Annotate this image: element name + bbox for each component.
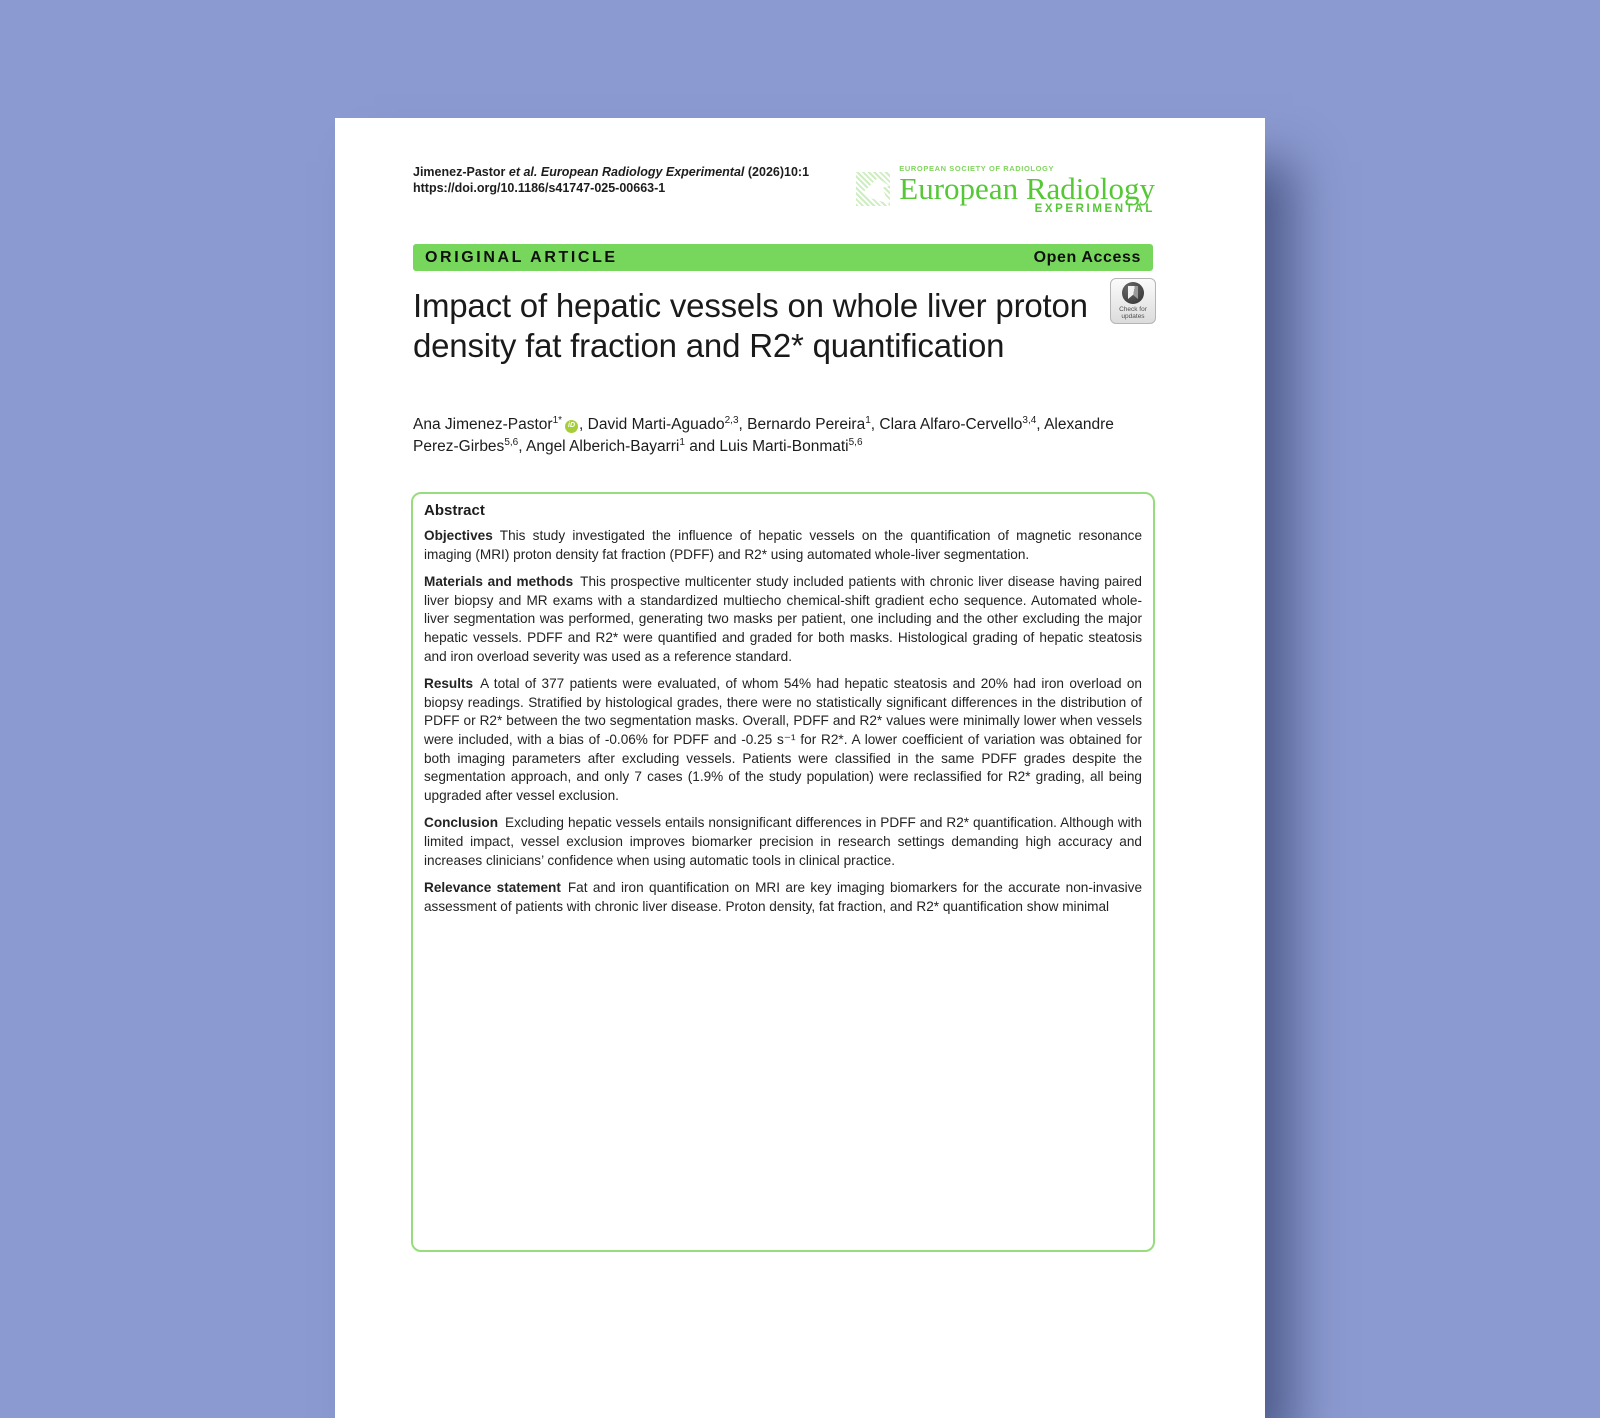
citation-etal: et al. bbox=[508, 165, 538, 179]
section-label: Relevance statement bbox=[424, 880, 561, 896]
section-label: Conclusion bbox=[424, 815, 499, 831]
author-affiliation: 1 bbox=[865, 414, 871, 426]
article-type-label: ORIGINAL ARTICLE bbox=[425, 248, 618, 266]
check-updates-badge[interactable] bbox=[1110, 278, 1156, 324]
author-affiliation: 1 bbox=[679, 436, 685, 448]
section-text: A total of 377 patients were evaluated, of whom 54% had hepatic steatosis and 20% had iron overload on biopsy readings. Stratified by histological grades, there were no statistically significant differences in the distribution of PDFF or R2* between the two segmentation masks. Overall, PDFF and R2* values were minimally lower when vessels were included, with a bias of -0.06% for PDFF and -0.25 s⁻¹ for R2*. A lower coefficient of variation was obtained for both imaging parameters after excluding vessels. Patients were classified in the same PDFF grades despite the segmentation approach, and only 7 cases (1.9% of the study population) were reclassified for R2* grading, all being upgraded after vessel exclusion. bbox=[424, 676, 1142, 803]
author-name: Bernardo Pereira bbox=[747, 416, 866, 433]
journal-edition: EXPERIMENTAL bbox=[1034, 203, 1155, 215]
author-name: Angel Alberich-Bayarri bbox=[525, 438, 680, 455]
author-separator: , bbox=[870, 416, 880, 433]
abstract-conclusion bbox=[424, 814, 1142, 870]
section-label: Objectives bbox=[424, 528, 493, 543]
section-text: This study investigated the influence of hepatic vessels on the quantification of magnetic resonance imaging (MRI) proton density fat fraction (PDFF) and R2* using automated whole-liver segmentation. bbox=[424, 528, 1142, 562]
author-name: Clara Alfaro-Cervello bbox=[879, 416, 1023, 433]
author-list bbox=[413, 414, 1158, 458]
journal-logo-text bbox=[899, 164, 1155, 215]
section-label: Results bbox=[424, 676, 474, 692]
abstract-objectives bbox=[424, 527, 1142, 564]
article-type-banner bbox=[413, 244, 1153, 271]
author-affiliation: 1* bbox=[552, 414, 563, 426]
author-name: David Marti-Aguado bbox=[587, 416, 725, 433]
author-name: Ana Jimenez-Pastor bbox=[413, 416, 553, 433]
citation-issue: (2026)10:1 bbox=[747, 165, 810, 179]
author-name: Alexandre Perez-Girbes bbox=[413, 416, 1114, 455]
author-affiliation: 2,3 bbox=[724, 414, 739, 426]
orcid-icon[interactable]: iD bbox=[565, 420, 578, 433]
citation-journal: European Radiology Experimental bbox=[540, 165, 745, 179]
citation-line bbox=[413, 164, 809, 180]
section-text: Fat and iron quantification on MRI are key imaging biomarkers for the accurate non-invasive assessment of patients with chronic liver disease. Proton density, fat fraction, and R2* quantification show minimal bbox=[424, 880, 1143, 914]
abstract-results bbox=[424, 675, 1142, 805]
author-separator: , bbox=[518, 438, 526, 455]
open-access-label: Open Access bbox=[1033, 248, 1141, 266]
author-affiliation: 3,4 bbox=[1022, 414, 1037, 426]
journal-name: European Radiology bbox=[899, 171, 1155, 206]
abstract-heading: Abstract bbox=[424, 502, 485, 519]
author-separator: , bbox=[579, 416, 588, 433]
section-text: This prospective multicenter study included patients with chronic liver disease having paired liver biopsy and MR exams with a standardized multiecho chemical-shift gradient echo sequence. Automated whole-liver segmentation was performed, generating two masks per patient, one including and the other excluding the major hepatic vessels. PDFF and R2* were quantified and graded for both masks. Histological grading of hepatic steatosis and iron overload severity was used as a reference standard. bbox=[424, 574, 1142, 664]
bookmark-icon bbox=[1122, 282, 1144, 304]
society-name: EUROPEAN SOCIETY OF RADIOLOGY bbox=[899, 164, 1055, 173]
citation-author: Jimenez-Pastor bbox=[413, 165, 506, 179]
journal-logo bbox=[856, 164, 1155, 215]
citation bbox=[413, 164, 809, 196]
author-separator: , bbox=[1036, 416, 1045, 433]
author-affiliation: 5,6 bbox=[504, 436, 519, 448]
author-name: Luis Marti-Bonmati bbox=[719, 438, 849, 455]
esr-logo-icon bbox=[856, 172, 890, 206]
abstract-relevance-statement bbox=[424, 879, 1142, 916]
abstract-box bbox=[411, 492, 1155, 1252]
doi-link[interactable]: https://doi.org/10.1186/s41747-025-00663-1 bbox=[413, 181, 666, 195]
abstract-materials-methods bbox=[424, 573, 1142, 666]
article-page bbox=[335, 118, 1265, 1418]
check-updates-label: Check for updates bbox=[1119, 306, 1147, 320]
author-affiliation: 5,6 bbox=[848, 436, 863, 448]
author-separator: and bbox=[684, 438, 720, 455]
author-separator: , bbox=[738, 416, 748, 433]
article-title: Impact of hepatic vessels on whole liver proton density fat fraction and R2* quantification bbox=[413, 287, 1088, 364]
section-text: Excluding hepatic vessels entails nonsignificant differences in PDFF and R2* quantification. Although with limited impact, vessel exclusion improves biomarker precision in research settings demanding high accuracy and increases clinicians’ confidence when using automatic tools in clinical practice. bbox=[424, 815, 1142, 868]
section-label: Materials and methods bbox=[424, 574, 574, 590]
